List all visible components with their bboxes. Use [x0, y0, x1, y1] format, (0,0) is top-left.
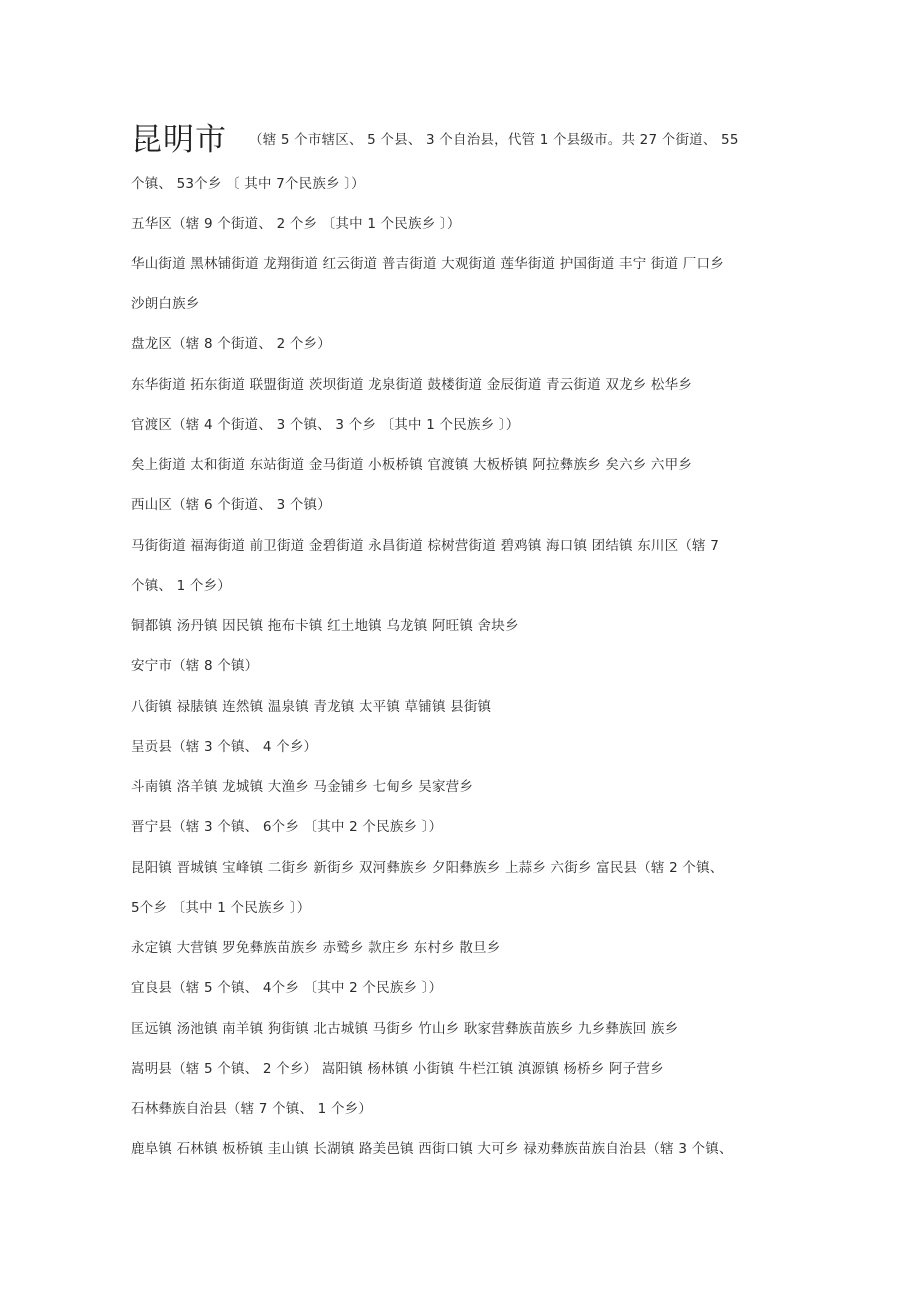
text-line: 嵩明县（辖 5 个镇、 2 个乡） 嵩阳镇 杨林镇 小街镇 牛栏江镇 滇源镇 杨桥乡 阿子营乡 — [131, 1061, 664, 1077]
district-heading-anning: 安宁市（辖 8 个镇） — [131, 658, 259, 674]
text-line: 个镇、 1 个乡） — [131, 578, 231, 594]
text-line: 华山街道 黑林铺街道 龙翔街道 红云街道 普吉街道 大观街道 莲华街道 护国街道 丰宁 街道 厂口乡 — [131, 256, 724, 272]
text-line: 5个乡 〔其中 1 个民族乡 〕） — [131, 900, 311, 916]
district-heading-yiliang: 宜良县（辖 5 个镇、 4个乡 〔其中 2 个民族乡 〕） — [131, 980, 443, 996]
district-heading-jinning: 晋宁县（辖 3 个镇、 6个乡 〔其中 2 个民族乡 〕） — [131, 819, 443, 835]
district-heading-shilin: 石林彝族自治县（辖 7 个镇、 1 个乡） — [131, 1101, 373, 1117]
text-line: 沙朗白族乡 — [131, 296, 200, 312]
district-heading-guandu: 官渡区（辖 4 个街道、 3 个镇、 3 个乡 〔其中 1 个民族乡 〕） — [131, 417, 520, 433]
text-line: 个镇、 53个乡 〔 其中 7个民族乡 〕） — [131, 176, 365, 192]
text-line: 矣上街道 太和街道 东站街道 金马街道 小板桥镇 官渡镇 大板桥镇 阿拉彝族乡 矣六乡 六甲乡 — [131, 457, 693, 473]
text-line: 铜都镇 汤丹镇 因民镇 拖布卡镇 红土地镇 乌龙镇 阿旺镇 舍块乡 — [131, 618, 519, 634]
text-line: 马街街道 福海街道 前卫街道 金碧街道 永昌街道 棕树营街道 碧鸡镇 海口镇 团结镇 东川区（辖 7 — [131, 538, 720, 554]
title-note: （辖 5 个市辖区、 5 个县、 3 个自治县，代管 1 个县级市。共 27 个街道、 55 — [249, 132, 739, 148]
text-line: 鹿阜镇 石林镇 板桥镇 圭山镇 长湖镇 路美邑镇 西街口镇 大可乡 禄劝彝族苗族自治县（辖 3 个镇、 — [131, 1141, 733, 1157]
district-heading-panlong: 盘龙区（辖 8 个街道、 2 个乡） — [131, 336, 331, 352]
text-line: 昆阳镇 晋城镇 宝峰镇 二街乡 新街乡 双河彝族乡 夕阳彝族乡 上蒜乡 六街乡 富民县（辖 2 个镇、 — [131, 860, 724, 876]
text-line: 永定镇 大营镇 罗免彝族苗族乡 赤鹫乡 款庄乡 东村乡 散旦乡 — [131, 940, 501, 956]
district-heading-wuhua: 五华区（辖 9 个街道、 2 个乡 〔其中 1 个民族乡 〕） — [131, 216, 461, 232]
text-line: 东华街道 拓东街道 联盟街道 茨坝街道 龙泉街道 鼓楼街道 金辰街道 青云街道 双龙乡 松华乡 — [131, 377, 693, 393]
district-heading-chenggong: 呈贡县（辖 3 个镇、 4 个乡） — [131, 739, 318, 755]
document-title: 昆明市 — [131, 122, 227, 158]
district-heading-xishan: 西山区（辖 6 个街道、 3 个镇） — [131, 497, 331, 513]
text-line: 匡远镇 汤池镇 南羊镇 狗街镇 北古城镇 马街乡 竹山乡 耿家营彝族苗族乡 九乡彝族回 族乡 — [131, 1021, 679, 1037]
text-line: 八街镇 禄脿镇 连然镇 温泉镇 青龙镇 太平镇 草铺镇 县街镇 — [131, 699, 492, 715]
text-line: 斗南镇 洛羊镇 龙城镇 大渔乡 马金铺乡 七甸乡 吴家营乡 — [131, 779, 474, 795]
title-line — [131, 120, 791, 164]
